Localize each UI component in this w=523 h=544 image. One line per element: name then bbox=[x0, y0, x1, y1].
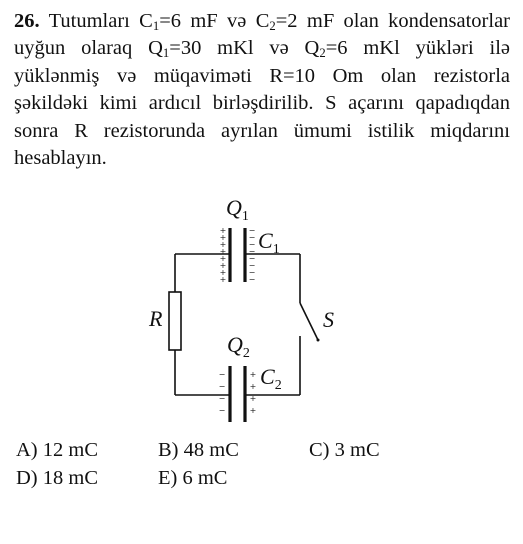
svg-text:−: − bbox=[248, 261, 256, 270]
answer-a-text: 12 mC bbox=[42, 439, 99, 461]
c2-minus-signs bbox=[219, 370, 226, 415]
answer-c[interactable] bbox=[309, 436, 380, 464]
svg-text:−: − bbox=[248, 268, 256, 277]
svg-text:+: + bbox=[249, 394, 257, 403]
svg-text:−: − bbox=[248, 247, 256, 256]
switch-contact bbox=[317, 339, 320, 342]
problem-text-1: Tutumları C bbox=[48, 10, 153, 32]
answer-c-text: 3 mC bbox=[334, 439, 380, 461]
svg-text:−: − bbox=[248, 275, 256, 284]
answer-b-key: B) bbox=[158, 439, 179, 461]
answer-d-text: 18 mC bbox=[42, 467, 99, 489]
label-s: S bbox=[323, 307, 334, 332]
label-r: R bbox=[149, 306, 163, 331]
label-c2: $C_2$ bbox=[260, 364, 282, 393]
svg-text:−: − bbox=[248, 254, 256, 263]
svg-text:+: + bbox=[219, 254, 227, 263]
problem-text-4: =30 mKl və Q bbox=[169, 37, 320, 60]
svg-text:+: + bbox=[249, 370, 257, 379]
svg-text:+: + bbox=[219, 247, 227, 256]
c2-plus-signs bbox=[250, 370, 257, 415]
answer-a[interactable] bbox=[16, 436, 98, 464]
svg-text:−: − bbox=[218, 370, 226, 379]
answer-a-key: A) bbox=[16, 439, 38, 461]
answer-e[interactable] bbox=[158, 464, 227, 492]
resistor-r bbox=[169, 292, 181, 350]
svg-text:+: + bbox=[219, 226, 227, 235]
problem-sub-4: 2 bbox=[319, 46, 326, 61]
svg-text:+: + bbox=[219, 233, 227, 242]
svg-text:−: − bbox=[218, 406, 226, 415]
label-c1: $C_1$ bbox=[258, 228, 280, 257]
c1-minus-signs bbox=[249, 226, 256, 284]
svg-text:−: − bbox=[248, 226, 256, 235]
label-q2: $Q_2$ bbox=[227, 332, 250, 361]
svg-text:−: − bbox=[248, 233, 256, 242]
svg-text:−: − bbox=[218, 394, 226, 403]
label-q1: $Q_1$ bbox=[226, 195, 249, 224]
svg-text:+: + bbox=[219, 275, 227, 284]
c1-plus-signs bbox=[220, 226, 227, 284]
svg-text:+: + bbox=[219, 240, 227, 249]
svg-text:+: + bbox=[249, 382, 257, 391]
problem-number: 26. bbox=[14, 10, 40, 32]
problem-text-3: =2 mF olan kondensatorlar uyğun olaraq Q bbox=[14, 10, 510, 60]
svg-text:−: − bbox=[248, 240, 256, 249]
answer-b[interactable] bbox=[158, 436, 239, 464]
answer-b-text: 48 mC bbox=[183, 439, 239, 461]
answer-e-key: E) bbox=[158, 467, 178, 489]
answer-c-key: C) bbox=[309, 439, 330, 461]
problem-sub-3: 1 bbox=[162, 46, 170, 61]
problem-sub-1: 1 bbox=[152, 18, 160, 33]
svg-text:+: + bbox=[219, 261, 227, 270]
answer-e-text: 6 mC bbox=[182, 467, 228, 489]
switch-s bbox=[300, 303, 318, 340]
answer-d[interactable] bbox=[16, 464, 98, 492]
problem-text-5: =6 mKl yükləri ilə yüklənmiş və müqaviməti R=10 Om olan rezistorla şəkildəki kimi ardıcıl birləşdirilib. S açarını qapadıqdan sonra R rezistorunda ayrılan ümumi istilik miqdarını hesablayın. bbox=[14, 37, 510, 170]
problem-text-2: =6 mF və C bbox=[159, 10, 270, 32]
svg-text:+: + bbox=[219, 268, 227, 277]
problem-sub-2: 2 bbox=[269, 18, 276, 33]
answer-d-key: D) bbox=[16, 467, 38, 489]
svg-text:+: + bbox=[249, 406, 257, 415]
svg-text:−: − bbox=[218, 382, 226, 391]
